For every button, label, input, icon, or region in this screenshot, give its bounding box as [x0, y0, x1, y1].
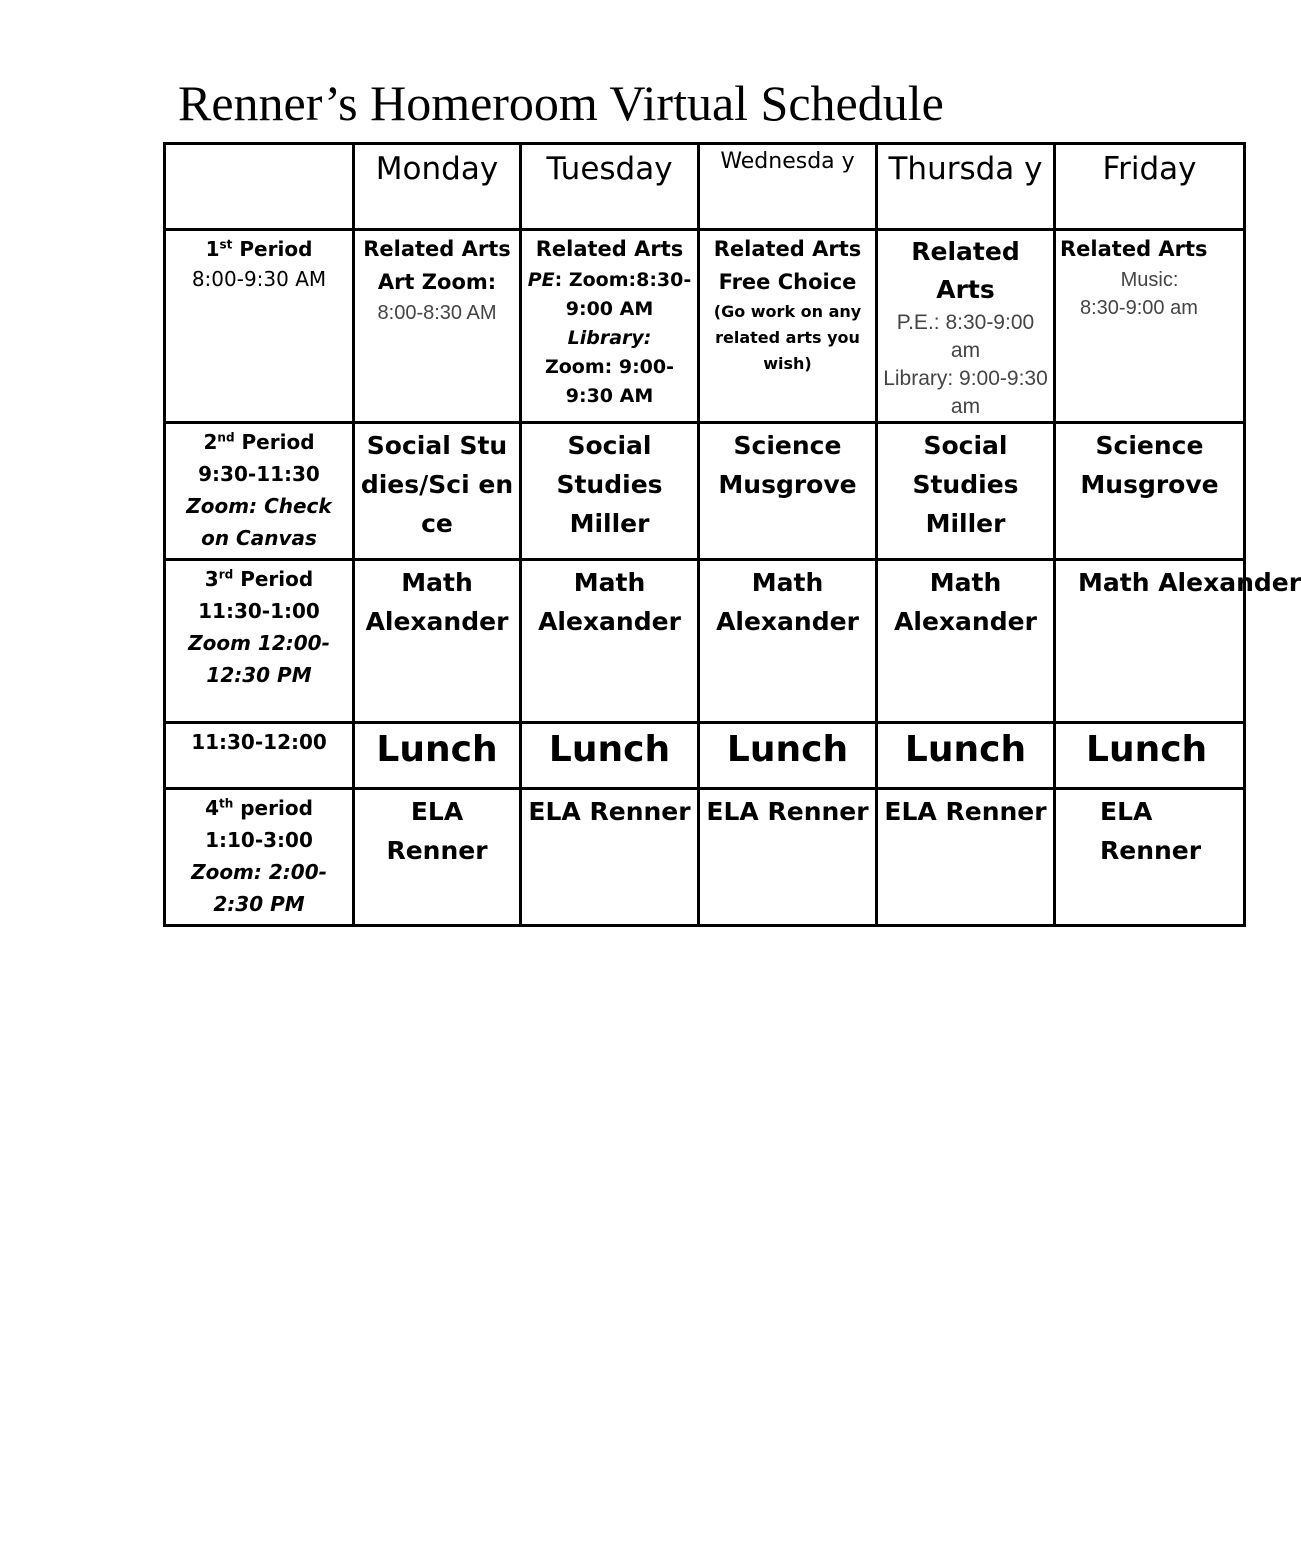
period-4-zoom: Zoom: 2:00-2:30 PM [191, 860, 327, 916]
cell-p3-thursday: Math Alexander [877, 560, 1055, 723]
day-header-tuesday: Tuesday [521, 144, 699, 230]
day-header-wednesday: Wednesda y [699, 144, 877, 230]
cell-p2-thursday: Social Studies Miller [877, 423, 1055, 560]
cell-p1-thursday: Related Arts P.E.: 8:30-9:00 am Library: 9:00-9:30 am [877, 230, 1055, 423]
period-1-row [165, 230, 1245, 423]
cell-p3-friday: Math Alexander [1055, 560, 1245, 723]
cell-lunch-wednesday: Lunch [699, 723, 877, 789]
cell-p1-friday: Related Arts Music: 8:30-9:00 am [1055, 230, 1245, 423]
cell-p1-wednesday: Related Arts Free Choice (Go work on any related arts you wish) [699, 230, 877, 423]
cell-p3-tuesday: Math Alexander [521, 560, 699, 723]
period-3-zoom: Zoom 12:00-12:30 PM [188, 631, 330, 687]
cell-lunch-thursday: Lunch [877, 723, 1055, 789]
period-2-zoom: Zoom: Check on Canvas [186, 494, 332, 550]
cell-lunch-friday: Lunch [1055, 723, 1245, 789]
period-1-time: 8:00-9:30 AM [191, 267, 327, 291]
cell-p2-wednesday: Science Musgrove [699, 423, 877, 560]
period-3-row [165, 560, 1245, 723]
cell-p4-tuesday: ELA Renner [521, 789, 699, 926]
header-row [165, 144, 1245, 230]
page-title: Renner’s Homeroom Virtual Schedule [178, 75, 944, 131]
cell-p3-wednesday: Math Alexander [699, 560, 877, 723]
cell-lunch-monday: Lunch [354, 723, 521, 789]
corner-cell [165, 144, 354, 230]
period-1-label: 1st Period 8:00-9:30 AM [165, 230, 354, 423]
cell-p2-monday: Social Studies/Sci ence [354, 423, 521, 560]
cell-p4-monday: ELA Renner [354, 789, 521, 926]
cell-p2-tuesday: Social Studies Miller [521, 423, 699, 560]
day-header-monday: Monday [354, 144, 521, 230]
period-2-time: 9:30-11:30 [198, 462, 320, 486]
cell-lunch-tuesday: Lunch [521, 723, 699, 789]
period-4-time: 1:10-3:00 [205, 828, 313, 852]
cell-p2-friday: Science Musgrove [1055, 423, 1245, 560]
cell-p3-monday: Math Alexander [354, 560, 521, 723]
schedule-table [163, 142, 1301, 927]
day-header-thursday: Thursda y [877, 144, 1055, 230]
day-header-friday: Friday [1055, 144, 1245, 230]
lunch-time: 11:30-12:00 [165, 723, 354, 789]
lunch-row [165, 723, 1245, 789]
cell-p1-tuesday: Related Arts PE: Zoom:8:30-9:00 AM Library: Zoom: 9:00-9:30 AM [521, 230, 699, 423]
cell-p4-wednesday: ELA Renner [699, 789, 877, 926]
cell-p1-monday: Related Arts Art Zoom: 8:00-8:30 AM [354, 230, 521, 423]
period-3-time: 11:30-1:00 [198, 599, 320, 623]
cell-p4-thursday: ELA Renner [877, 789, 1055, 926]
cell-p4-friday: ELA Renner [1055, 789, 1245, 926]
period-3-label: 3rd Period 11:30-1:00 Zoom 12:00-12:30 PM [165, 560, 354, 723]
period-4-row [165, 789, 1245, 926]
period-4-label: 4th period 1:10-3:00 Zoom: 2:00-2:30 PM [165, 789, 354, 926]
period-2-label: 2nd Period 9:30-11:30 Zoom: Check on Canvas [165, 423, 354, 560]
period-2-row [165, 423, 1245, 560]
